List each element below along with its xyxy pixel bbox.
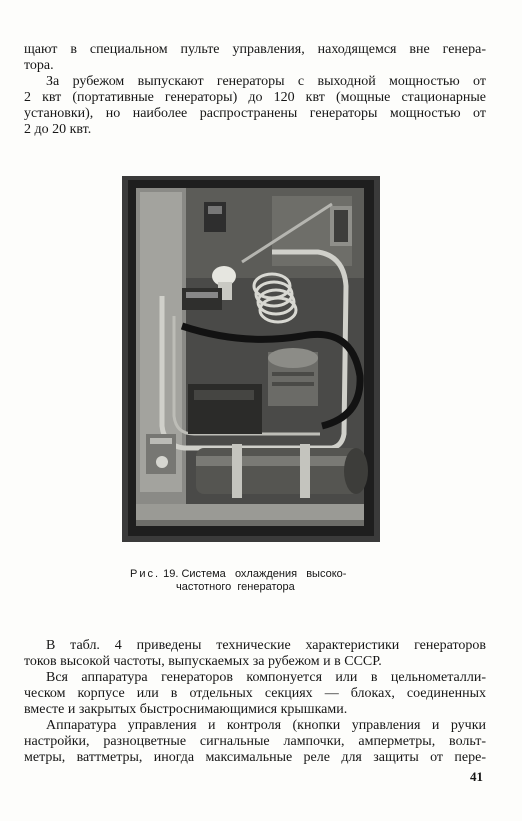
text-line: метры, ваттметры, иногда максимальные реле для защиты от пере- bbox=[24, 750, 486, 765]
text-line: тора. bbox=[24, 58, 54, 73]
text-line: установки), но наиболее распространены генераторы мощностью от bbox=[24, 106, 486, 121]
text-line: 2 до 20 квт. bbox=[24, 122, 92, 137]
text-line: За рубежом выпускают генераторы с выходной мощностью от bbox=[46, 74, 486, 89]
text-line: вместе и закрытых быстроснимающимися крышками. bbox=[24, 702, 348, 717]
text-line: 2 квт (портативные генераторы) до 120 квт (мощные стационарные bbox=[24, 90, 486, 105]
text-line: настройки, разноцветные сигнальные лампочки, амперметры, вольт- bbox=[24, 734, 486, 749]
text-line: ческом корпусе или в отдельных секциях — блоках, соединенных bbox=[24, 686, 486, 701]
text-line: щают в специальном пульте управления, находящемся вне генера- bbox=[24, 42, 486, 57]
text-line: В табл. 4 приведены технические характеристики генераторов bbox=[46, 638, 486, 653]
caption-number: 19. bbox=[163, 568, 179, 580]
text-line: Аппаратура управления и контроля (кнопки управления и ручки bbox=[46, 718, 486, 733]
generator-cooling-photo bbox=[122, 176, 380, 542]
text-line: Вся аппаратура генераторов компонуется или в цельнометалли- bbox=[46, 670, 486, 685]
caption-text-2: частотного генератора bbox=[176, 581, 295, 593]
figure-caption bbox=[130, 568, 374, 581]
caption-label: Рис. bbox=[130, 568, 161, 580]
caption-text-1: Система охлаждения высоко- bbox=[181, 568, 347, 580]
page-number: 41 bbox=[470, 769, 483, 784]
text-line: токов высокой частоты, выпускаемых за рубежом и в СССР. bbox=[24, 654, 382, 669]
